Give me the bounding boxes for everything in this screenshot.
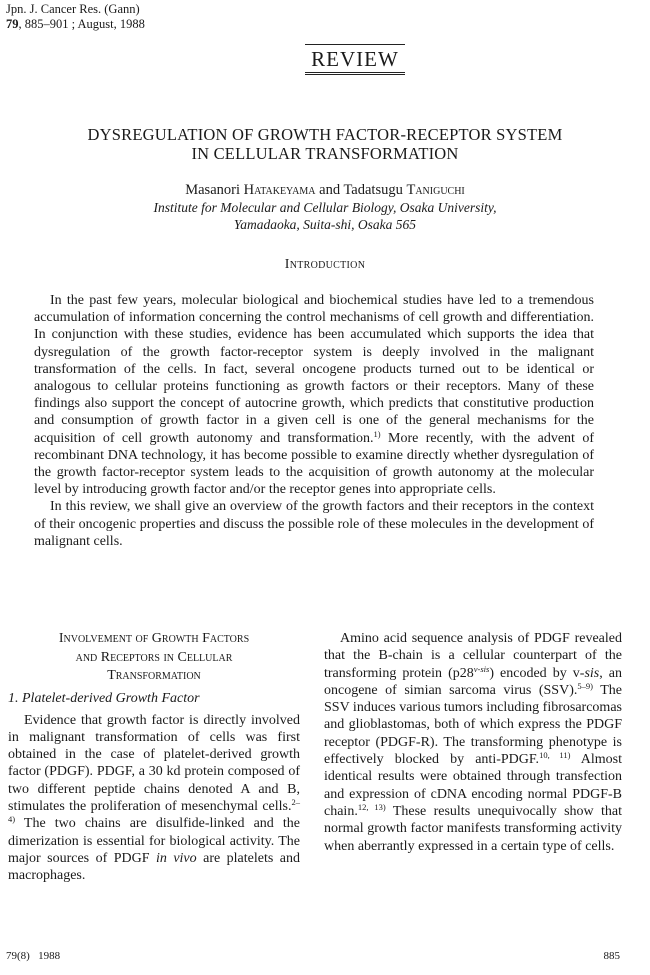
left-column <box>8 630 300 884</box>
introduction-body <box>34 292 594 550</box>
introduction-heading: Introduction <box>284 257 366 272</box>
s1-italic: in vivo <box>155 850 197 866</box>
authors <box>20 182 630 199</box>
journal-volume-line <box>6 17 145 32</box>
review-badge: REVIEW <box>305 44 405 75</box>
citation-ref: 12, 13) <box>357 801 386 812</box>
r-text-f: These results unequivocally show that normal growth factor manifests transforming activity when aberrantly expressed in a certain type of cells. <box>324 803 622 854</box>
citation-ref: 10, 11) <box>539 750 571 761</box>
r-text-b: ) encoded by v- <box>489 665 585 681</box>
r-text-d: The SSV induces various tumors including fibrosarcomas and glioblastomas, both of which express the PDGF receptor (PDGF-R). The transforming phenotype is effectively blocked by anti-PDGF. <box>324 682 622 768</box>
author2-family: Taniguchi <box>406 182 465 198</box>
footer-issue: 79(8) 1988 <box>6 950 61 962</box>
affiliation <box>20 199 630 233</box>
s1-text-c: are platelets and macrophages. <box>8 850 300 884</box>
section-heading-line-1: Involvement of Growth Factors <box>58 631 250 646</box>
journal-citation <box>6 2 145 32</box>
subsection-heading: 1. Platelet-derived Growth Factor <box>8 690 200 706</box>
title-line-2: IN CELLULAR TRANSFORMATION <box>191 144 459 163</box>
superscript-v-sis: v-sis <box>473 663 490 674</box>
author1-family: Hatakeyama <box>243 182 316 198</box>
s1-text-a: Evidence that growth factor is directly involved in malignant transformation of cells was first obtained in the case of platelet-derived growth factor (PDGF). PDGF, a 30 kd protein composed of two different peptide chains denoted A and B, stimulates the proliferation of mesenchymal cells. <box>8 712 300 814</box>
review-badge-wrap <box>0 44 650 75</box>
citation-ref: 1) <box>373 428 381 439</box>
section-heading-line-2: and Receptors in Cellular <box>75 649 233 665</box>
affiliation-line-1: Institute for Molecular and Cellular Biology, Osaka University, <box>153 200 497 215</box>
r-text-c: , an oncogene of simian sarcoma virus (SSV). <box>324 665 622 698</box>
citation-ref: 2–4) <box>8 796 300 825</box>
intro-paragraph-1 <box>34 292 594 498</box>
section1-paragraph <box>8 712 300 885</box>
journal-pages-date: , 885–901 ; August, 1988 <box>18 17 145 31</box>
r-text-a: Amino acid sequence analysis of PDGF revealed that the B-chain is a cellular counterpart of the transforming protein (p28 <box>324 631 622 681</box>
intro-paragraph-2: In this review, we shall give an overview of the growth factors and their receptors in the context of their oncogenic properties and discuss the possible role of these molecules in the development of malignant cells. <box>34 499 594 549</box>
journal-name: Jpn. J. Cancer Res. (Gann) <box>6 2 140 16</box>
journal-volume: 79 <box>6 17 19 31</box>
r-text-e: Almost identical results were obtained through transfection and expression of cDNA encoding normal PDGF-B chain. <box>324 752 622 819</box>
article-title <box>20 125 630 163</box>
author-and: and <box>319 182 341 198</box>
citation-ref: 5–9) <box>577 680 593 691</box>
title-line-1: DYSREGULATION OF GROWTH FACTOR-RECEPTOR SYSTEM <box>87 125 563 144</box>
author1-given: Masanori <box>185 182 240 198</box>
author2-given: Tadatsugu <box>343 182 403 198</box>
page-number: 885 <box>603 950 620 962</box>
intro-p1-text-a: In the past few years, molecular biological and biochemical studies have led to a tremendous accumulation of information concerning the control mechanisms of cell growth and differentiation. In conjunction with these studies, evidence has been accumulated which supports the idea that dysregulation of the growth factor-receptor system is deeply involved in the malignant transformation of the cells. In fact, several oncogene products turned out to be identical or analogous to cellular proteins functioning as growth factors or their receptors. Many of these findings also support the concept of autocrine growth, which predicts that constitutive production and consumption of growth factor in a given cell is one of the general mechanisms for the acquisition of cell growth autonomy and transformation. <box>34 293 594 446</box>
right-paragraph <box>324 630 622 855</box>
right-column <box>324 630 622 855</box>
section-heading-line-3: Transformation <box>107 668 201 683</box>
intro-p1-text-b: More recently, with the advent of recombinant DNA technology, it has become possible to examine directly whether dysregulation of the growth factor-receptor system leads to the acquisition of growth autonomy at the molecular level by introducing growth factor and/or the receptor genes into appropriate cells. <box>34 430 594 498</box>
section-heading <box>8 630 300 686</box>
affiliation-line-2: Yamadaoka, Suita-shi, Osaka 565 <box>233 217 417 232</box>
s1-text-b: The two chains are disulfide-linked and the dimerization is essential for biological activity. The major sources of PDGF <box>8 816 300 866</box>
r-italic-sis: sis <box>584 665 600 681</box>
